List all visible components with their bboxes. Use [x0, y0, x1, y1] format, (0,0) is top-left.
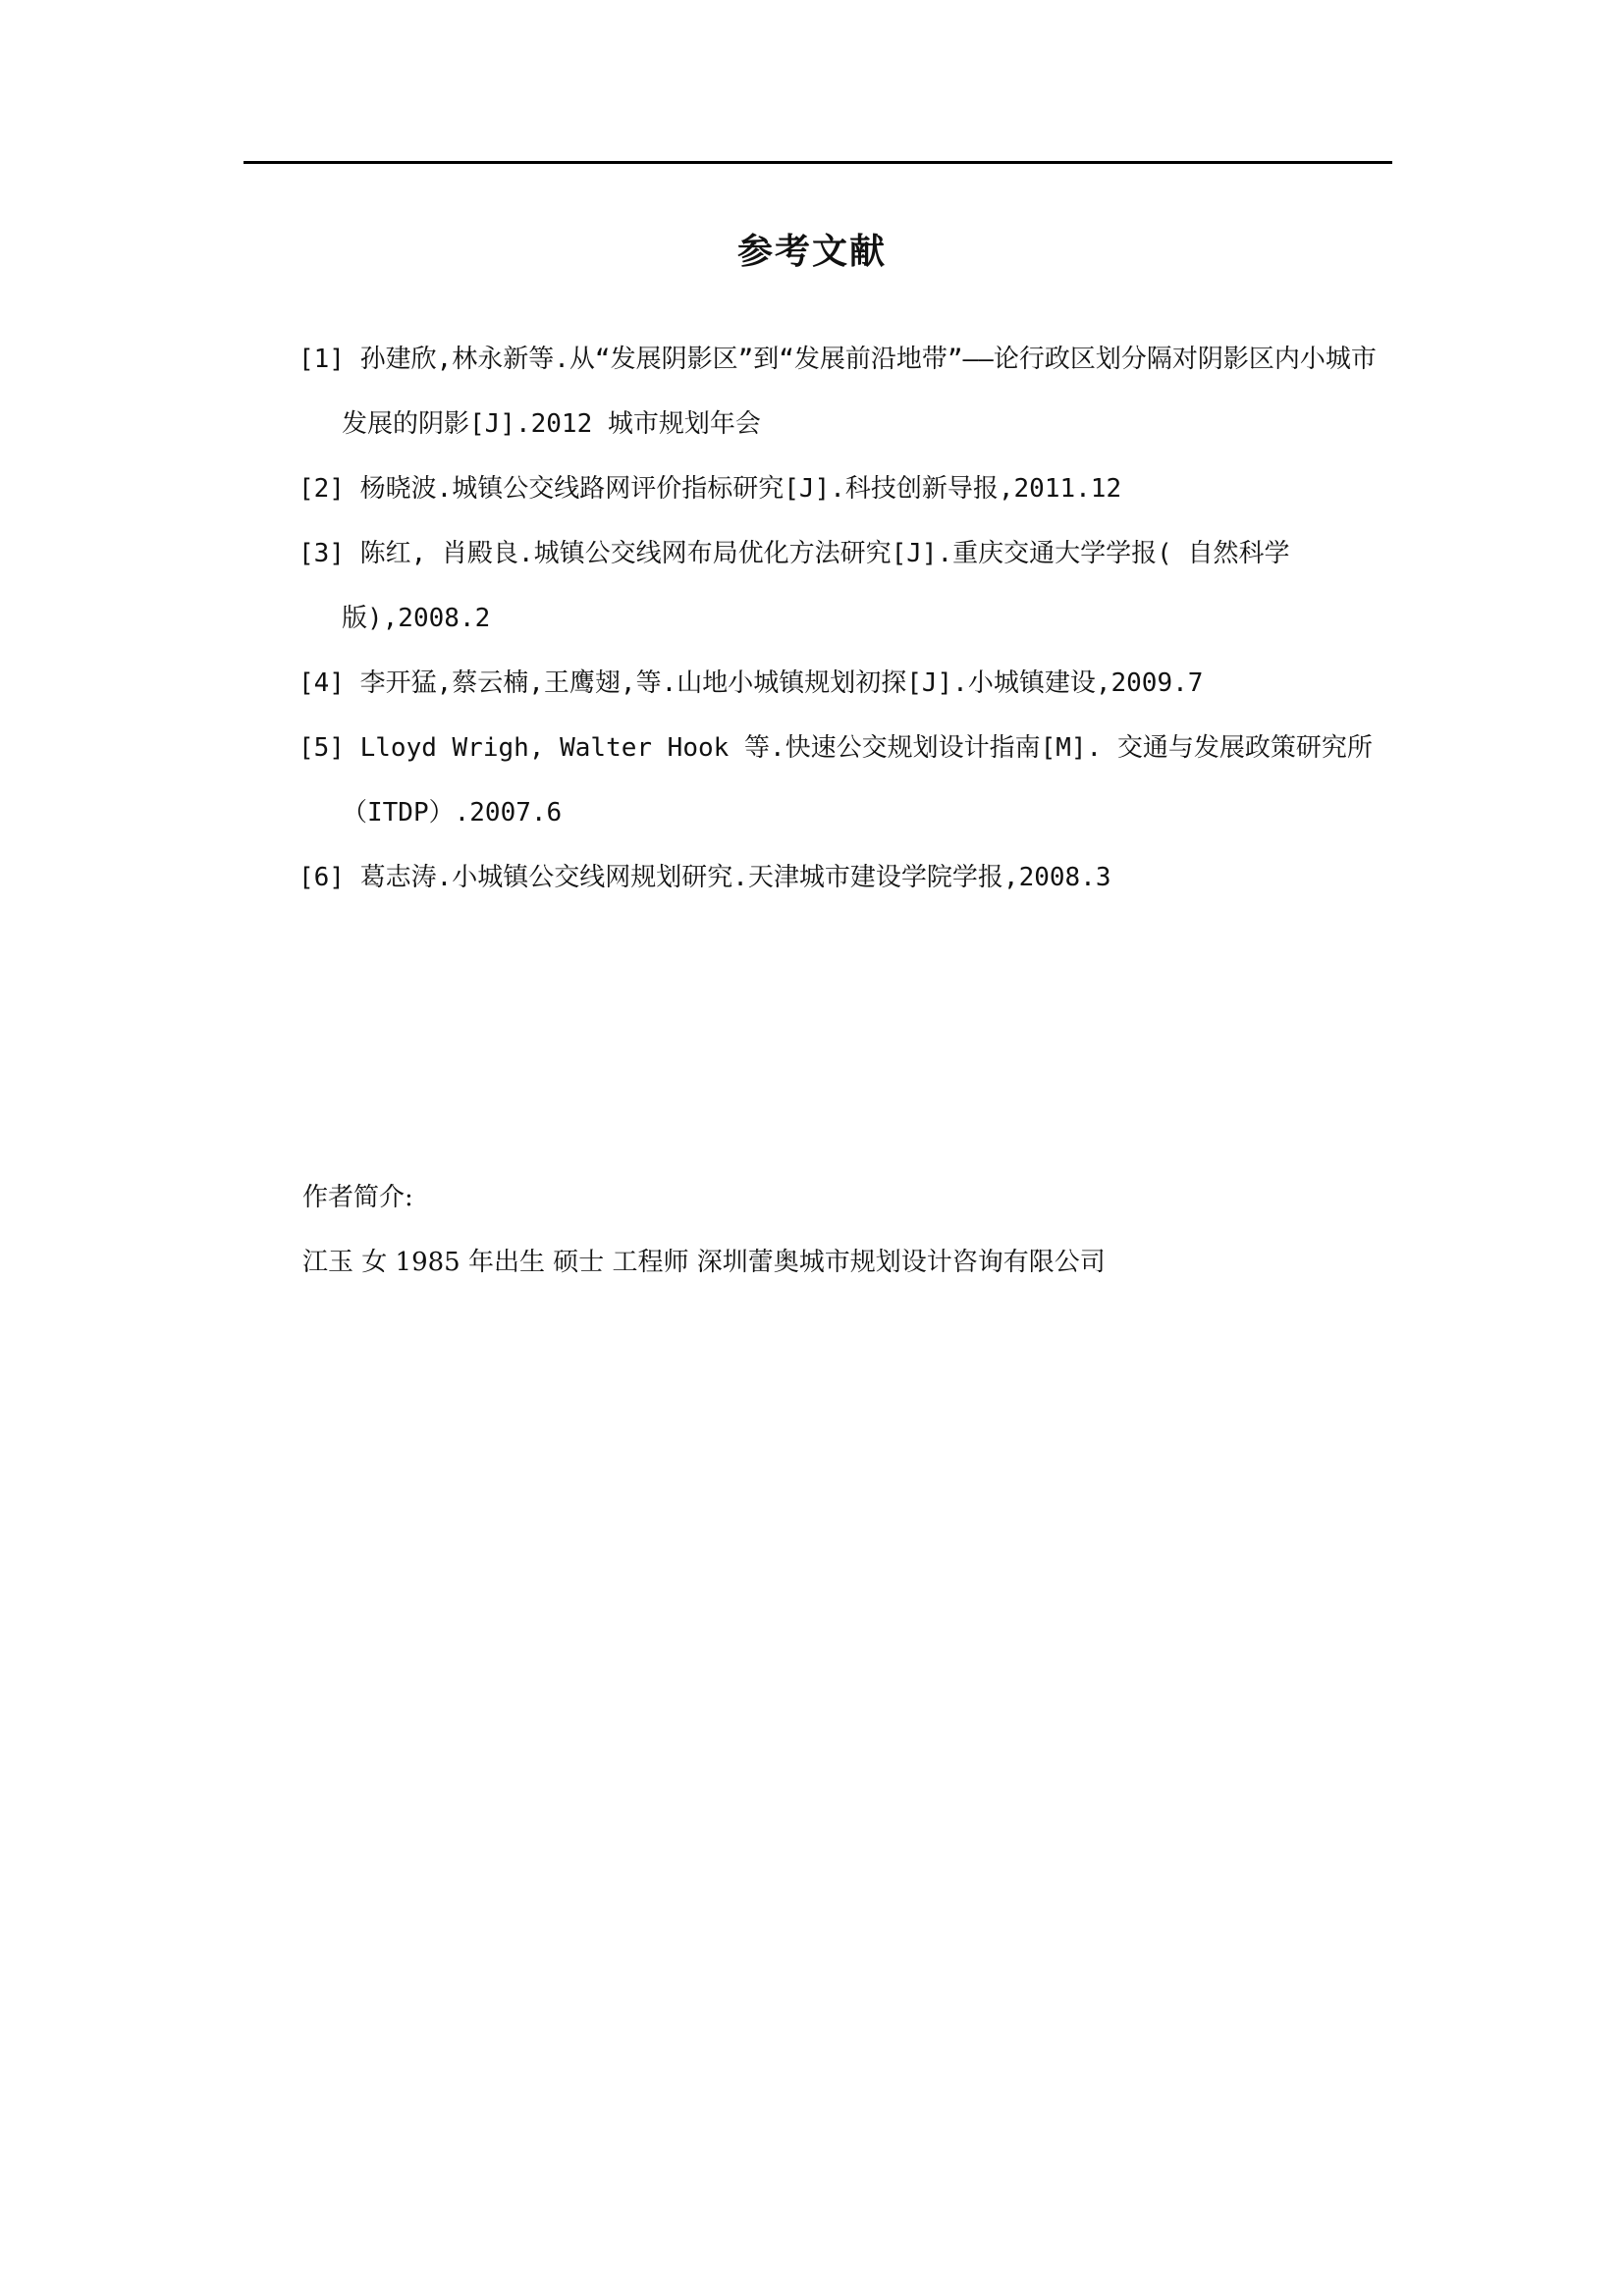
reference-item: [5] Lloyd Wrigh, Walter Hook 等.快速公交规划设计指南[M]. 交通与发展政策研究所（ITDP）.2007.6 — [298, 733, 1373, 828]
reference-item: [1] 孙建欣,林永新等.从“发展阴影区”到“发展前沿地带”——论行政区划分隔对阴影区内小城市发展的阴影[J].2012 城市规划年会 — [298, 345, 1377, 439]
reference-list — [298, 327, 1398, 910]
reference-item: [2] 杨晓波.城镇公交线路网评价指标研究[J].科技创新导报,2011.12 — [298, 474, 1122, 504]
author-bio — [302, 1165, 1402, 1295]
page-title: 参考文献 — [736, 232, 887, 272]
reference-item: [3] 陈红, 肖殿良.城镇公交线网布局优化方法研究[J].重庆交通大学学报( 自然科学版),2008.2 — [298, 539, 1290, 633]
reference-item: [4] 李开猛,蔡云楠,王鹰翅,等.山地小城镇规划初探[J].小城镇建设,2009.7 — [298, 668, 1204, 698]
reference-item: [6] 葛志涛.小城镇公交线网规划研究.天津城市建设学院学报,2008.3 — [298, 863, 1111, 892]
author-bio-heading: 作者简介: — [302, 1183, 413, 1212]
author-bio-text: 江玉 女 1985 年出生 硕士 工程师 深圳蕾奥城市规划设计咨询有限公司 — [302, 1248, 1106, 1277]
header-rule — [244, 161, 1392, 164]
